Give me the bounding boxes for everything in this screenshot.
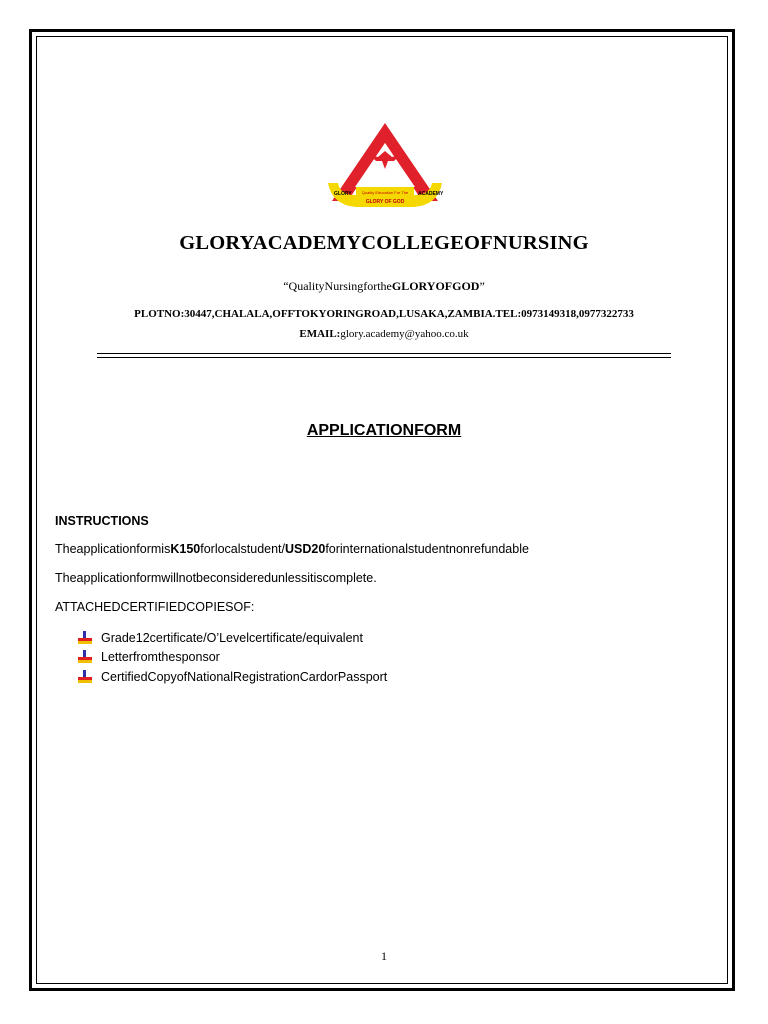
fee-instruction — [55, 542, 529, 556]
bullet-icon — [78, 631, 92, 645]
college-name: GLORYACADEMYCOLLEGEOFNURSING — [179, 232, 589, 254]
email-label: EMAIL: — [299, 328, 341, 340]
logo-left-text: GLORY — [334, 191, 352, 197]
motto-prefix: “QualityNursingforthe — [283, 279, 392, 293]
completeness-note: Theapplicationformwillnotbeconsideredunlessitiscomplete. — [55, 571, 377, 585]
bullet-icon — [78, 670, 92, 684]
attachment-label: Grade12certificate/O’Levelcertificate/equivalent — [101, 630, 363, 645]
form-title: APPLICATIONFORM — [306, 422, 462, 439]
fee-international: USD20 — [285, 542, 326, 556]
attachments-label: ATTACHEDCERTIFIEDCOPIESOF: — [55, 600, 255, 614]
attachments-list — [78, 628, 387, 687]
logo-bottom-text: GLORY OF GOD — [365, 199, 405, 205]
logo-ribbon-text: Quality Education For The — [361, 190, 409, 195]
college-address: PLOTNO:30447,CHALALA,OFFTOKYORINGROAD,LUSAKA,ZAMBIA.TEL:0973149318,0977322733 — [134, 308, 634, 320]
bullet-icon — [78, 650, 92, 664]
page-number: 1 — [381, 949, 387, 963]
motto-suffix: ” — [479, 279, 485, 293]
college-motto — [0, 279, 768, 294]
list-item — [78, 648, 387, 668]
fee-mid: forlocalstudent/ — [200, 542, 286, 556]
header-divider — [97, 353, 671, 358]
logo-right-text: ACADEMY — [418, 191, 444, 197]
list-item — [78, 628, 387, 648]
instructions-heading: INSTRUCTIONS — [55, 514, 149, 528]
fee-prefix: Theapplicationformis — [55, 542, 171, 556]
college-email — [0, 328, 768, 340]
attachment-label: Letterfromthesponsor — [101, 650, 220, 665]
college-logo — [326, 121, 444, 215]
attachment-label: CertifiedCopyofNationalRegistrationCardorPassport — [101, 669, 388, 684]
fee-suffix: forinternationalstudentnonrefundable — [325, 542, 529, 556]
fee-local: K150 — [170, 542, 201, 556]
list-item — [78, 667, 387, 687]
email-value: glory.academy@yahoo.co.uk — [340, 328, 469, 340]
motto-emphasis: GLORYOFGOD — [391, 279, 480, 293]
